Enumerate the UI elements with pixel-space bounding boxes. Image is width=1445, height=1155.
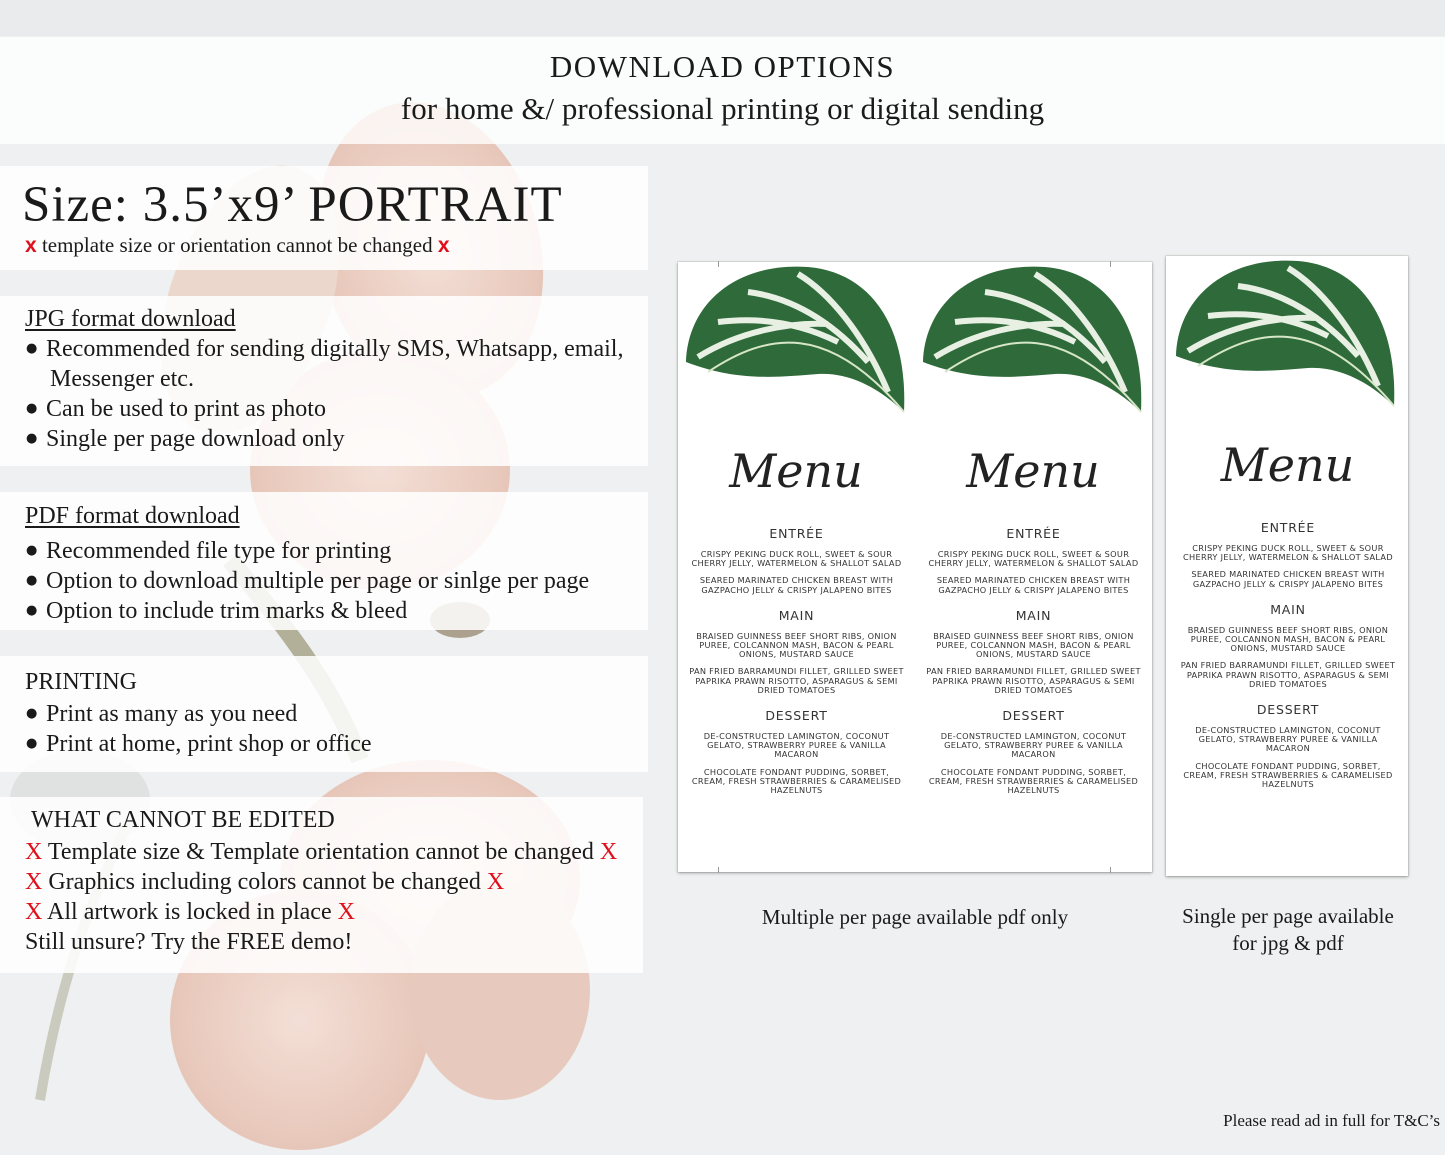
pdf-bullet-list <box>25 536 589 626</box>
banner-subtitle: for home &/ professional printing or digital sending <box>400 91 1045 126</box>
red-x-icon: x <box>25 234 37 257</box>
red-x-icon: x <box>437 234 450 257</box>
dish-item: CRISPY PEKING DUCK ROLL, SWEET & SOUR CHERRY JELLY, WATERMELON & SHALLOT SALAD <box>1183 543 1393 563</box>
course-heading: MAIN <box>778 607 815 623</box>
cannot-edit-line-3: All artwork is locked in place <box>42 899 338 925</box>
dish-item: SEARED MARINATED CHICKEN BREAST WITH GAZPACHO JELLY & CRISPY JALAPENO BITES <box>936 575 1131 595</box>
jpg-format-panel <box>0 296 648 466</box>
jpg-bullet-1-line-2: Messenger etc. <box>50 366 194 392</box>
printing-bullet-1: Print as many as you need <box>46 701 298 727</box>
size-note <box>25 233 450 258</box>
list-item <box>25 729 372 759</box>
download-options-banner <box>0 37 1445 144</box>
demo-line: Still unsure? Try the FREE demo! <box>25 929 353 955</box>
red-x-icon: X <box>486 869 505 895</box>
list-item <box>25 699 372 729</box>
list-item <box>25 867 617 897</box>
list-item <box>25 566 589 596</box>
multiple-per-page-preview <box>678 262 1152 872</box>
course-heading: MAIN <box>1015 607 1052 623</box>
red-x-icon: X <box>25 839 43 865</box>
single-caption-line-2: for jpg & pdf <box>1232 931 1344 955</box>
cannot-edit-line-1: Template size & Template orientation cannot be changed <box>42 839 600 865</box>
red-x-icon: X <box>25 899 43 925</box>
size-title: Size: 3.5’x9’ PORTRAIT <box>22 177 563 233</box>
svg-text:Menu: Menu <box>1220 438 1355 492</box>
multiple-per-page-caption: Multiple per page available pdf only <box>761 905 1069 929</box>
svg-text:Menu: Menu <box>729 444 863 498</box>
printing-panel <box>0 656 648 772</box>
pdf-format-panel <box>0 492 648 630</box>
dish-item: PAN FRIED BARRAMUNDI FILLET, GRILLED SWEET PAPRIKA PRAWN RISOTTO, ASPARAGUS & SEMI DRIED TOMATOES <box>926 666 1141 695</box>
dish-item: PAN FRIED BARRAMUNDI FILLET, GRILLED SWEET PAPRIKA PRAWN RISOTTO, ASPARAGUS & SEMI DRIED TOMATOES <box>1180 660 1396 689</box>
pdf-bullet-1: Recommended file type for printing <box>46 538 392 564</box>
printing-bullet-list <box>25 699 372 759</box>
dish-item: DE-CONSTRUCTED LAMINGTON, COCONUT GELATO, STRAWBERRY PUREE & VANILLA MACARON <box>1195 725 1381 754</box>
size-note-text: template size or orientation cannot be changed <box>36 233 438 257</box>
pdf-heading: PDF format download <box>25 503 240 529</box>
dish-item: CHOCOLATE FONDANT PUDDING, SORBET, CREAM, FRESH STRAWBERRIES & CARAMELISED HAZELNUTS <box>928 766 1139 796</box>
dish-item: SEARED MARINATED CHICKEN BREAST WITH GAZPACHO JELLY & CRISPY JALAPENO BITES <box>1191 569 1385 589</box>
dish-item: BRAISED GUINNESS BEEF SHORT RIBS, ONION PUREE, COLCANNON MASH, BACON & PEARL ONIONS, MUSTARD SAUCE <box>933 630 1134 660</box>
course-heading: MAIN <box>1270 601 1306 617</box>
menu-content <box>678 526 915 803</box>
list-item <box>25 424 623 454</box>
dish-item: PAN FRIED BARRAMUNDI FILLET, GRILLED SWEET PAPRIKA PRAWN RISOTTO, ASPARAGUS & SEMI DRIED TOMATOES <box>689 666 904 695</box>
course-heading: ENTRÉE <box>1260 520 1316 535</box>
jpg-bullet-2: Can be used to print as photo <box>46 396 326 422</box>
red-x-icon: X <box>25 869 43 895</box>
list-item <box>25 536 589 566</box>
dish-item: SEARED MARINATED CHICKEN BREAST WITH GAZPACHO JELLY & CRISPY JALAPENO BITES <box>699 575 894 595</box>
course-heading: DESSERT <box>765 708 828 724</box>
dish-item: BRAISED GUINNESS BEEF SHORT RIBS, ONION PUREE, COLCANNON MASH, BACON & PEARL ONIONS, MUSTARD SAUCE <box>696 630 897 660</box>
menu-content <box>1168 520 1408 797</box>
menu-script-title <box>678 422 915 522</box>
jpg-bullet-3: Single per page download only <box>46 426 345 452</box>
dish-item: BRAISED GUINNESS BEEF SHORT RIBS, ONION PUREE, COLCANNON MASH, BACON & PEARL ONIONS, MUSTARD SAUCE <box>1187 624 1389 654</box>
course-heading: DESSERT <box>1002 708 1065 724</box>
dish-item: DE-CONSTRUCTED LAMINGTON, COCONUT GELATO, STRAWBERRY PUREE & VANILLA MACARON <box>703 731 890 760</box>
pdf-bullet-2: Option to download multiple per page or sinlge per page <box>46 568 590 594</box>
monstera-leaf-icon <box>915 262 1152 422</box>
printing-heading: PRINTING <box>25 669 137 695</box>
menu-card <box>678 262 915 872</box>
list-item <box>25 394 623 424</box>
course-heading: ENTRÉE <box>769 526 824 541</box>
menu-script-title <box>1168 416 1408 516</box>
jpg-bullet-list <box>25 334 623 454</box>
cannot-edit-line-2: Graphics including colors cannot be changed <box>42 869 487 895</box>
monstera-leaf-icon <box>678 262 915 422</box>
size-panel <box>0 166 648 270</box>
list-item <box>25 837 617 867</box>
single-per-page-caption <box>1160 903 1416 957</box>
cannot-edit-heading: WHAT CANNOT BE EDITED <box>31 807 335 833</box>
cannot-edit-panel <box>0 797 643 973</box>
menu-content <box>915 526 1152 803</box>
list-item <box>25 596 589 626</box>
course-heading: ENTRÉE <box>1006 526 1061 541</box>
terms-footer: Please read ad in full for T&C’s <box>1223 1111 1440 1130</box>
cannot-edit-lines <box>25 837 617 957</box>
dish-item: CRISPY PEKING DUCK ROLL, SWEET & SOUR CHERRY JELLY, WATERMELON & SHALLOT SALAD <box>691 549 902 569</box>
top-strip <box>0 0 1445 36</box>
course-heading: DESSERT <box>1256 702 1320 718</box>
single-per-page-preview <box>1166 256 1408 876</box>
list-item <box>25 334 623 394</box>
red-x-icon: X <box>337 899 355 925</box>
menu-script-title <box>915 422 1152 522</box>
monstera-leaf-icon <box>1168 256 1405 416</box>
jpg-bullet-1-line-1: Recommended for sending digitally SMS, Whatsapp, email, <box>46 336 624 362</box>
list-item <box>25 897 617 927</box>
dish-item: DE-CONSTRUCTED LAMINGTON, COCONUT GELATO, STRAWBERRY PUREE & VANILLA MACARON <box>940 731 1127 760</box>
pdf-bullet-3: Option to include trim marks & bleed <box>46 598 408 624</box>
svg-text:Menu: Menu <box>966 444 1100 498</box>
red-x-icon: X <box>599 839 618 865</box>
jpg-heading: JPG format download <box>25 306 236 332</box>
single-caption-line-1: Single per page available <box>1182 904 1394 928</box>
printing-bullet-2: Print at home, print shop or office <box>46 731 372 757</box>
banner-title: DOWNLOAD OPTIONS <box>549 49 896 84</box>
menu-card <box>915 262 1152 872</box>
menu-card <box>1168 256 1408 876</box>
dish-item: CHOCOLATE FONDANT PUDDING, SORBET, CREAM, FRESH STRAWBERRIES & CARAMELISED HAZELNUTS <box>691 766 902 796</box>
dish-item: CHOCOLATE FONDANT PUDDING, SORBET, CREAM, FRESH STRAWBERRIES & CARAMELISED HAZELNUTS <box>1183 760 1393 790</box>
dish-item: CRISPY PEKING DUCK ROLL, SWEET & SOUR CHERRY JELLY, WATERMELON & SHALLOT SALAD <box>928 549 1139 569</box>
